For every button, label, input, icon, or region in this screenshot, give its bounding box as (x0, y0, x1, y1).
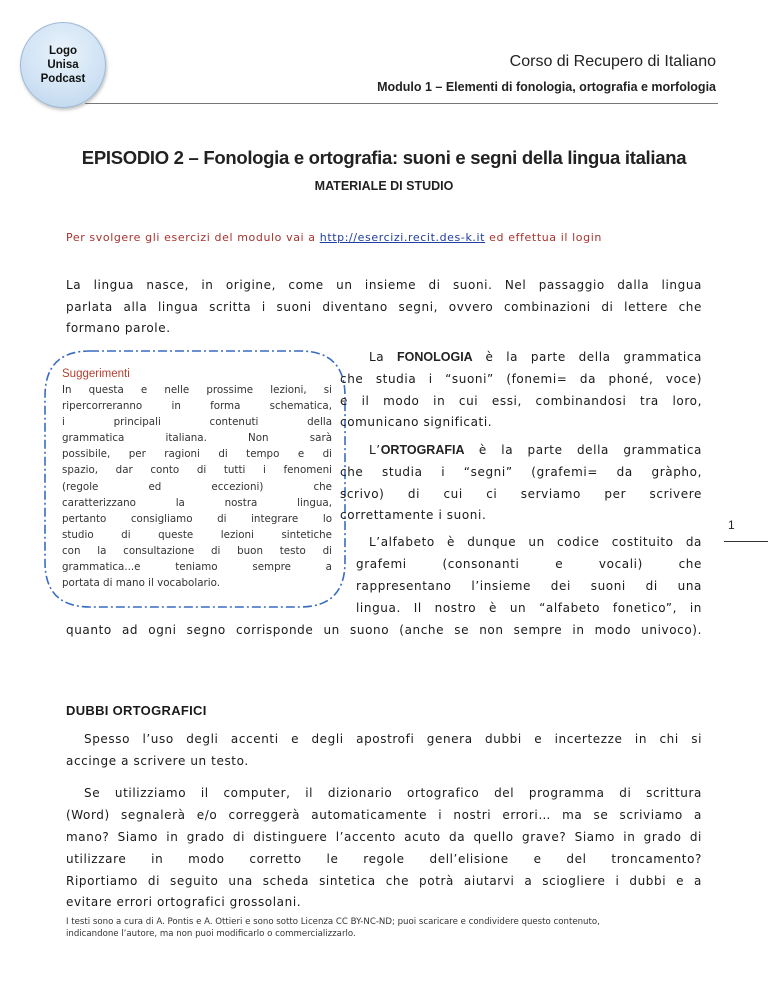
section-label: MATERIALE DI STUDIO (314, 179, 454, 193)
fonologia-line-2: che studia i “suoni” (fonemi= da phoné, voce) (340, 372, 702, 386)
page-number: 1 (728, 518, 735, 532)
ortografia-line-4: correttamente i suoni. (340, 508, 487, 522)
ortografia-rest: è la parte della grammatica (464, 443, 702, 457)
dubbi-p1-line-2: accinge a scrivere un testo. (66, 754, 249, 768)
alfabeto-line-1: L’alfabeto è dunque un codice costituito da (369, 535, 702, 549)
intro-line-3: formano parole. (66, 321, 171, 335)
dubbi-p2-line-2: (Word) segnalerà e/o correggerà automaticamente i nostri errori… ma se scriviamo a (66, 808, 702, 822)
logo-line-3: Podcast (40, 73, 86, 85)
tip-line: caratterizzano la nostra lingua, (62, 496, 332, 509)
dubbi-p2-line-5: Riportiamo di seguito una scheda sintetica che potrà aiutarvi a sciogliere i dubbi e a (66, 874, 702, 888)
fonologia-line-4: comunicano significati. (340, 415, 493, 429)
exercise-notice (66, 231, 602, 244)
ortografia-lead: L’ (369, 443, 381, 457)
tip-line: studio di queste lezioni sintetiche (62, 528, 332, 541)
intro-line-1: La lingua nasce, in origine, come un insieme di suoni. Nel passaggio dalla lingua (66, 278, 702, 292)
tip-line: grammatica...e teniamo sempre a (62, 561, 332, 574)
dubbi-p1-line-1: Spesso l’uso degli accenti e degli apostrofi genera dubbi e incertezze in chi si (84, 732, 702, 746)
alfabeto-line-3: rappresentano l’insieme dei suoni di una (356, 579, 702, 593)
footer-line-2: indicandone l’autore, ma non puoi modificarlo o commercializzarlo. (66, 929, 356, 939)
suggestions-text (62, 382, 332, 591)
notice-after: ed effettua il login (485, 231, 602, 244)
module-subtitle: Modulo 1 – Elementi di fonologia, ortografia e morfologia (377, 80, 716, 94)
tip-line: spazio, dar conto di tutti i fenomeni (62, 464, 332, 477)
dubbi-p2-line-6: evitare errori ortografici grossolani. (66, 895, 302, 909)
tip-line: portata di mano il vocabolario. (62, 577, 220, 590)
dubbi-p2-line-1: Se utilizziamo il computer, il dizionario ortografico del programma di scrittura (84, 786, 702, 800)
tip-line: possibile, per ragioni di tempo e di (62, 448, 332, 461)
podcast-logo (20, 22, 106, 108)
alfabeto-line-4: lingua. Il nostro è un “alfabeto fonetico”, in (356, 601, 702, 615)
intro-line-2: parlata alla lingua scritta i suoni diventano segni, ovvero combinazioni di lettere che (66, 300, 702, 314)
fonologia-line-1 (369, 346, 702, 368)
course-title: Corso di Recupero di Italiano (509, 53, 716, 70)
tip-line: (regole ed eccezioni) che (62, 480, 332, 493)
fonologia-keyword: FONOLOGIA (397, 350, 473, 364)
tip-line: grammatica italiana. Non sarà (62, 432, 332, 445)
fonologia-lead: La (369, 350, 397, 364)
logo-line-2: Unisa (47, 59, 79, 71)
dubbi-p2-line-3: mano? Siamo in grado di distinguere l’accento acuto da quello grave? Siamo in grado di (66, 830, 702, 844)
dubbi-p2-line-4: utilizzare in modo corretto le regole dell’elisione e del troncamento? (66, 852, 702, 866)
page-number-rule (724, 541, 768, 542)
ortografia-line-2: che studia i “segni” (grafemi= da gràpho, (340, 465, 702, 479)
tip-line: i principali contenuti della (62, 416, 332, 429)
tip-line: ripercorreranno in forma schematica, (62, 400, 332, 413)
notice-before: Per svolgere gli esercizi del modulo vai a (66, 231, 320, 244)
suggestions-heading: Suggerimenti (62, 368, 130, 380)
logo-line-1: Logo (48, 45, 78, 57)
tip-line: con la consultazione di buon testo di (62, 544, 332, 557)
exercise-link[interactable]: http://esercizi.recit.des-k.it (319, 231, 486, 244)
ortografia-line-3: scrivo) di cui ci serviamo per scrivere (340, 487, 702, 501)
alfabeto-line-5: quanto ad ogni segno corrisponde un suono (anche se non sempre in modo univoco). (66, 623, 702, 637)
fonologia-rest: è la parte della grammatica (472, 350, 702, 364)
footer-line-1: I testi sono a cura di A. Pontis e A. Ottieri e sono sotto Licenza CC BY-NC-ND; puoi scaricare e condividere questo contenuto, (66, 917, 600, 927)
fonologia-line-3: e il modo in cui essi, combinandosi tra loro, (340, 394, 702, 408)
header-divider (85, 103, 718, 104)
alfabeto-line-2: grafemi (consonanti e vocali) che (356, 557, 702, 571)
episode-title: EPISODIO 2 – Fonologia e ortografia: suoni e segni della lingua italiana (81, 147, 687, 168)
tip-line: In questa e nelle prossime lezioni, si (62, 384, 332, 396)
license-footer (66, 916, 600, 940)
tip-line: pertanto consigliamo di integrare lo (62, 512, 332, 525)
ortografia-line-1 (369, 439, 702, 461)
dubbi-heading: DUBBI ORTOGRAFICI (66, 703, 207, 718)
ortografia-keyword: ORTOGRAFIA (380, 443, 465, 457)
